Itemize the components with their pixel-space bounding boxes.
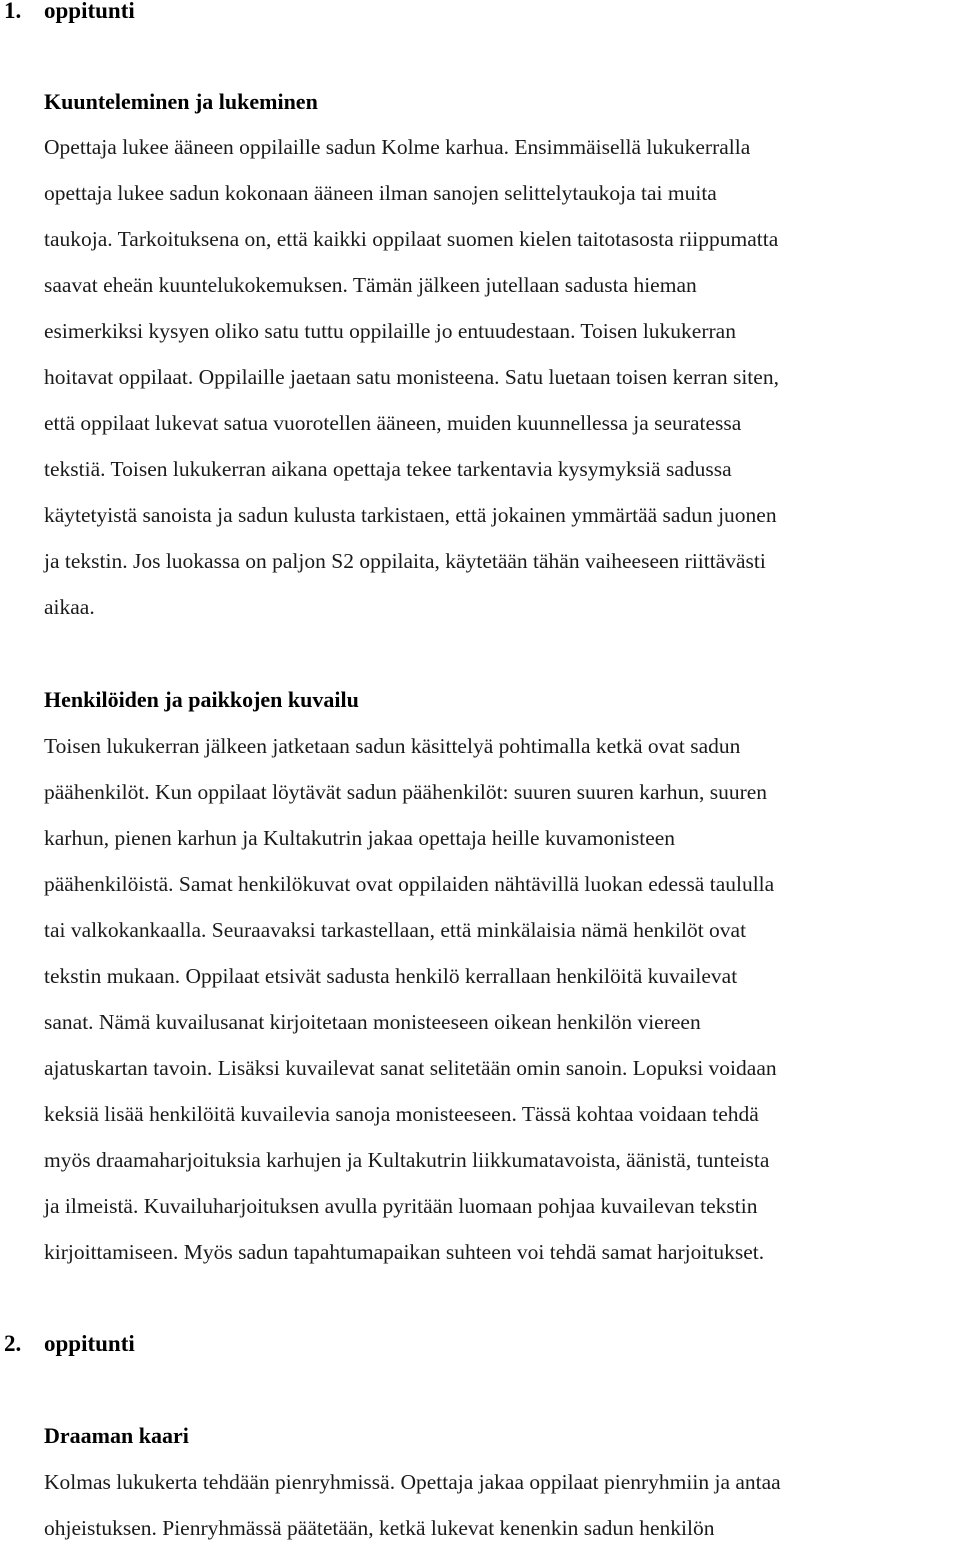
paragraph-line: tai valkokankaalla. Seuraavaksi tarkastellaan, että minkälaisia nämä henkilöt ovat xyxy=(44,918,747,942)
paragraph-draaman-kaari xyxy=(44,1459,781,1551)
paragraph-line: hoitavat oppilaat. Oppilaille jaetaan satu monisteena. Satu luetaan toisen kerran siten, xyxy=(44,365,779,389)
paragraph-line: Kolmas lukukerta tehdään pienryhmissä. Opettaja jakaa oppilaat pienryhmiin ja antaa xyxy=(44,1470,781,1494)
paragraph-line: esimerkiksi kysyen oliko satu tuttu oppilaille jo entuudestaan. Toisen lukukerran xyxy=(44,319,736,343)
lesson-1-heading xyxy=(0,0,135,25)
lesson-2-title: oppitunti xyxy=(44,1331,135,1356)
paragraph-line: keksiä lisää henkilöitä kuvailevia sanoja monisteeseen. Tässä kohtaa voidaan tehdä xyxy=(44,1102,759,1126)
paragraph-line: aikaa. xyxy=(44,595,95,619)
paragraph-kuunteleminen xyxy=(44,124,779,630)
lesson-2-number: 2. xyxy=(4,1331,22,1356)
paragraph-line: käytetyistä sanoista ja sadun kulusta tarkistaen, että jokainen ymmärtää sadun juonen xyxy=(44,503,777,527)
paragraph-line: saavat eheän kuuntelukokemuksen. Tämän jälkeen jutellaan sadusta hieman xyxy=(44,273,697,297)
lesson-1-title: oppitunti xyxy=(44,0,135,23)
section-heading-henkiloiden-kuvailu: Henkilöiden ja paikkojen kuvailu xyxy=(44,687,359,712)
lesson-1-number: 1. xyxy=(4,0,22,23)
section-heading-draaman-kaari: Draaman kaari xyxy=(44,1423,189,1448)
paragraph-line: Toisen lukukerran jälkeen jatketaan sadun käsittelyä pohtimalla ketkä ovat sadun xyxy=(44,734,741,758)
paragraph-line: ja tekstin. Jos luokassa on paljon S2 oppilaita, käytetään tähän vaiheeseen riittävästi xyxy=(44,549,766,573)
paragraph-line: ohjeistuksen. Pienryhmässä päätetään, ketkä lukevat kenenkin sadun henkilön xyxy=(44,1516,715,1540)
paragraph-line: karhun, pienen karhun ja Kultakutrin jakaa opettaja heille kuvamonisteen xyxy=(44,826,676,850)
paragraph-henkiloiden-kuvailu xyxy=(44,723,777,1275)
lesson-2-heading xyxy=(0,1330,135,1358)
paragraph-line: päähenkilöistä. Samat henkilökuvat ovat oppilaiden nähtävillä luokan edessä taululla xyxy=(44,872,775,896)
paragraph-line: Opettaja lukee ääneen oppilaille sadun Kolme karhua. Ensimmäisellä lukukerralla xyxy=(44,135,751,159)
paragraph-line: kirjoittamiseen. Myös sadun tapahtumapaikan suhteen voi tehdä samat harjoitukset. xyxy=(44,1240,765,1264)
paragraph-line: ja ilmeistä. Kuvailuharjoituksen avulla pyritään luomaan pohjaa kuvailevan tekstin xyxy=(44,1194,758,1218)
paragraph-line: opettaja lukee sadun kokonaan ääneen ilman sanojen selittelytaukoja tai muita xyxy=(44,181,717,205)
paragraph-line: ajatuskartan tavoin. Lisäksi kuvailevat sanat selitetään omin sanoin. Lopuksi voidaan xyxy=(44,1056,777,1080)
paragraph-line: sanat. Nämä kuvailusanat kirjoitetaan monisteeseen oikean henkilön viereen xyxy=(44,1010,701,1034)
paragraph-line: päähenkilöt. Kun oppilaat löytävät sadun päähenkilöt: suuren suuren karhun, suuren xyxy=(44,780,768,804)
section-heading-kuunteleminen: Kuunteleminen ja lukeminen xyxy=(44,89,318,114)
paragraph-line: tekstin mukaan. Oppilaat etsivät sadusta henkilö kerrallaan henkilöitä kuvailevat xyxy=(44,964,738,988)
paragraph-line: tekstiä. Toisen lukukerran aikana opettaja tekee tarkentavia kysymyksiä sadussa xyxy=(44,457,732,481)
paragraph-line: taukoja. Tarkoituksena on, että kaikki oppilaat suomen kielen taitotasosta riippumatta xyxy=(44,227,779,251)
paragraph-line: myös draamaharjoituksia karhujen ja Kultakutrin liikkumatavoista, äänistä, tunteista xyxy=(44,1148,770,1172)
paragraph-line: että oppilaat lukevat satua vuorotellen ääneen, muiden kuunnellessa ja seuratessa xyxy=(44,411,742,435)
